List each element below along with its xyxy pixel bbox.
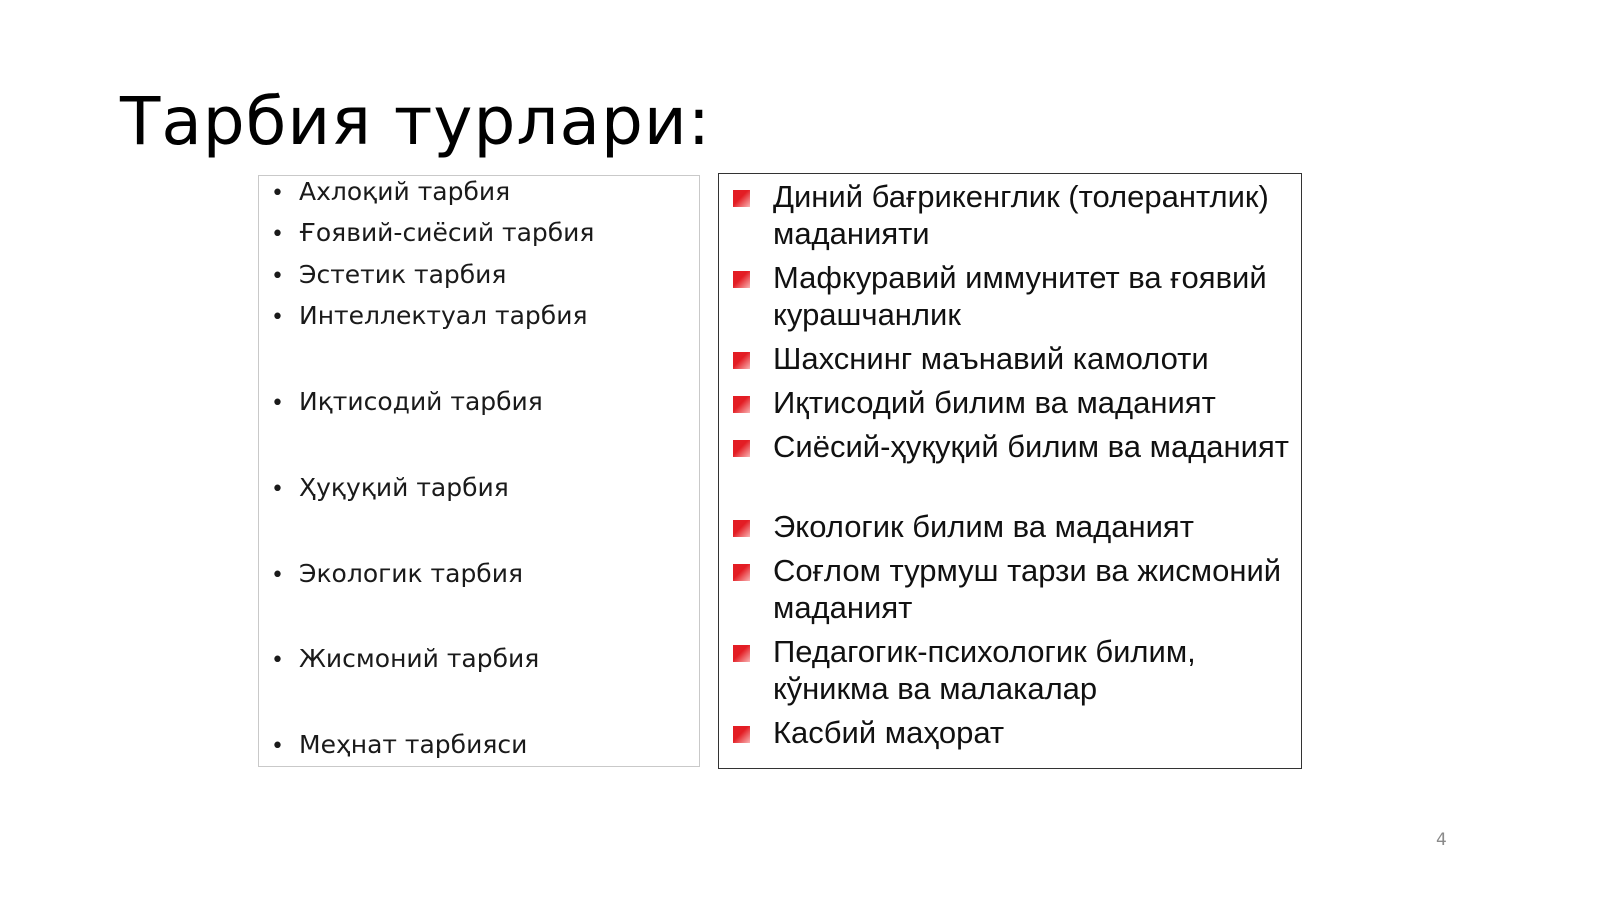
red-square-bullet-icon: [733, 645, 750, 662]
list-item-label: Касбий маҳорат: [773, 715, 1005, 750]
list-item-label: Соғлом турмуш тарзи ва жисмоний маданият: [773, 553, 1282, 625]
list-item-label: Жисмоний тарбия: [299, 644, 540, 673]
list-item: [271, 558, 523, 592]
list-item: [271, 386, 543, 420]
bullet-icon: •: [271, 264, 284, 289]
list-item: [271, 300, 588, 334]
list-item: [271, 217, 594, 251]
right-list-box: [718, 173, 1302, 769]
bullet-icon: •: [271, 648, 284, 673]
list-item: [733, 340, 1293, 377]
red-square-bullet-icon: [733, 440, 750, 457]
slide-title: Тарбия турлари:: [120, 83, 711, 160]
list-item: [271, 176, 510, 210]
list-item: [733, 428, 1293, 465]
left-list-box: [258, 175, 700, 767]
list-item-label: Интеллектуал тарбия: [299, 301, 588, 330]
red-square-bullet-icon: [733, 352, 750, 369]
list-item-label: Ахлоқий тарбия: [299, 177, 511, 206]
list-item-label: Сиёсий-ҳуқуқий билим ва маданият: [773, 429, 1289, 464]
bullet-icon: •: [271, 391, 284, 416]
list-item: [271, 472, 509, 506]
list-item-label: Шахснинг маънавий камолоти: [773, 341, 1209, 376]
list-item: [733, 714, 1293, 751]
list-item: [271, 643, 539, 677]
list-item: [733, 384, 1293, 421]
list-item-label: Иқтисодий тарбия: [299, 387, 543, 416]
bullet-icon: •: [271, 734, 284, 759]
red-square-bullet-icon: [733, 726, 750, 743]
bullet-icon: •: [271, 305, 284, 330]
list-item: [733, 178, 1293, 252]
list-item-label: Ҳуқуқий тарбия: [299, 473, 509, 502]
list-item: [733, 508, 1293, 545]
page-number: 4: [1436, 830, 1447, 850]
list-item-label: Педагогик-психологик билим, кўникма ва малакалар: [773, 634, 1196, 706]
red-square-bullet-icon: [733, 271, 750, 288]
list-item: [733, 259, 1293, 333]
list-item-label: Мафкуравий иммунитет ва ғоявий курашчанлик: [773, 260, 1267, 332]
list-item-label: Диний бағрикенглик (толерантлик) маданияти: [773, 179, 1269, 251]
red-square-bullet-icon: [733, 520, 750, 537]
red-square-bullet-icon: [733, 190, 750, 207]
list-item: [271, 729, 527, 763]
list-item-label: Эстетик тарбия: [299, 260, 507, 289]
bullet-icon: •: [271, 181, 284, 206]
list-item: [733, 552, 1293, 626]
red-square-bullet-icon: [733, 564, 750, 581]
list-item-label: Иқтисодий билим ва маданият: [773, 385, 1216, 420]
list-item-label: Ғоявий-сиёсий тарбия: [299, 218, 595, 247]
list-item: [271, 259, 506, 293]
bullet-icon: •: [271, 477, 284, 502]
bullet-icon: •: [271, 222, 284, 247]
red-square-bullet-icon: [733, 396, 750, 413]
list-item-label: Экологик билим ва маданият: [773, 509, 1194, 544]
list-item-label: Меҳнат тарбияси: [299, 730, 528, 759]
list-item-label: Экологик тарбия: [299, 559, 524, 588]
bullet-icon: •: [271, 563, 284, 588]
list-item: [733, 633, 1293, 707]
